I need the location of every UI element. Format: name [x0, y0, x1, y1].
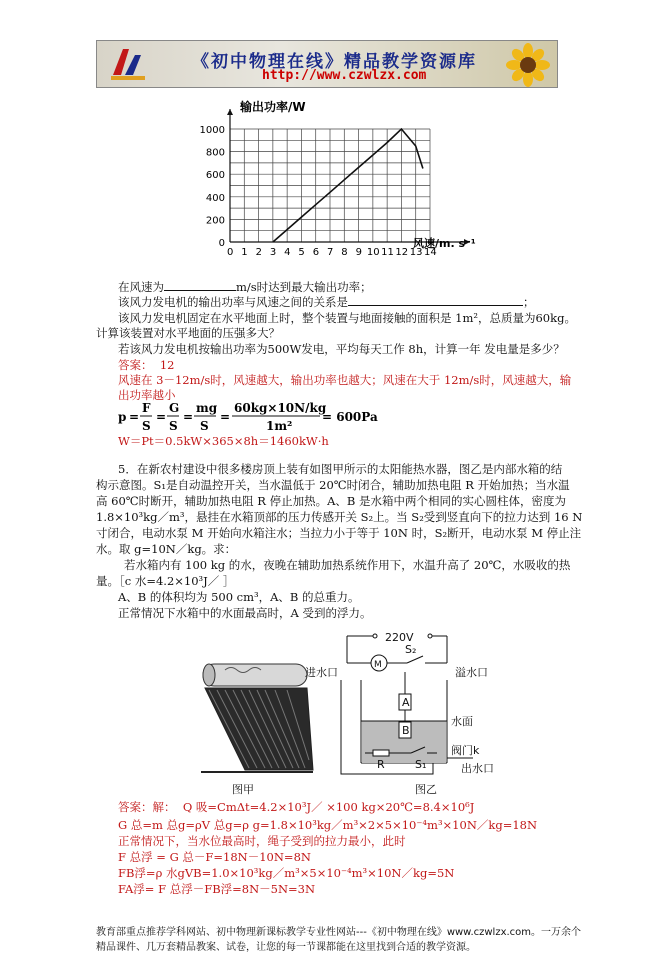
x-tick-label: 1 — [241, 247, 248, 258]
answer-5-label: 答案：解： — [118, 800, 176, 814]
formula-F: F — [142, 401, 151, 415]
answer-5-line3: 正常情况下，当水位最高时，绳子受到的拉力最小，此时 — [118, 834, 406, 848]
problem-5-line5: 寸闭合，电动水泵 M 开始向水箱注水；当拉力小于等于 10N 时，S₂断开，电动水泵 M 停止注 — [96, 526, 582, 540]
answer-5-line2: G 总=m 总g=ρV 总g=ρ g=1.8×10³kg／m³×2×5×10⁻⁴m³×10N／kg=18N — [118, 818, 538, 832]
problem-5-line7: 若水箱内有 100 kg 的水，夜晚在辅助加热系统作用下，水温升高了 20℃，水吸收的热 — [124, 558, 571, 572]
x-tick-label: 14 — [424, 247, 437, 258]
banner-url[interactable]: http://www.czwlzx.com — [262, 68, 427, 83]
problem-5-line2: 构示意图。S₁是自动温控开关，当水温低于 20℃时闭合，辅助加热电阻 R 开始加热；当水温 — [96, 478, 570, 492]
y-tick-label: 1000 — [200, 125, 225, 136]
tank-schematic-figure — [305, 628, 550, 776]
site-banner — [96, 40, 558, 88]
motor-label: M — [374, 660, 382, 670]
heater-resistor — [373, 750, 389, 756]
switch-s2 — [407, 656, 423, 663]
footer-line1: 教育部重点推荐学科网站、初中物理新课标教学专业性网站---《初中物理在线》www.czwlzx.com。一万余个 — [96, 927, 582, 938]
answer-2-line2: 出功率越小 — [118, 388, 176, 402]
power-wind-chart — [200, 95, 500, 275]
problem-5-line1: 5．在新农村建设中很多楼房顶上装有如图甲所示的太阳能热水器，图乙是内部水箱的结 — [118, 462, 563, 476]
formula-S3: S — [200, 419, 209, 433]
x-tick-label: 10 — [366, 247, 380, 258]
figure-jia-caption: 图甲 — [232, 783, 254, 796]
answer-5 — [118, 800, 474, 815]
x-tick-label: 11 — [381, 247, 394, 258]
r-label: R — [377, 758, 385, 771]
answer-2-line1: 风速在 3－12m/s时，风速越大，输出功率也越大；风速在大于 12m/s时，风速越大，输 — [118, 373, 572, 387]
question-2-text: 该风力发电机的输出功率与风速之间的关系是 — [118, 295, 348, 309]
x-tick-label: 7 — [327, 247, 334, 258]
formula-mg: mg — [196, 401, 218, 415]
b-label: B — [402, 724, 410, 737]
x-tick-label: 12 — [395, 247, 409, 258]
y-tick-label: 600 — [205, 170, 225, 182]
surface-label: 水面 — [451, 715, 473, 728]
x-tick-label: 4 — [284, 247, 291, 258]
question-1-tail: m/s时达到最大输出功率； — [236, 280, 372, 294]
x-tick-label: 0 — [227, 247, 234, 258]
svg-text:=: = — [129, 410, 140, 424]
formula-result: = 600Pa — [322, 410, 378, 424]
s2-label: S₂ — [405, 643, 417, 656]
answer-5-line1: Q 吸=CmΔt=4.2×10³J／ ×100 kg×20℃=8.4×10⁶J — [182, 800, 475, 814]
x-tick-label: 3 — [269, 247, 277, 258]
s1-label: S₁ — [415, 758, 427, 771]
formula-numerator: 60kg×10N/kg — [234, 401, 327, 415]
site-logo-icon — [109, 45, 149, 83]
inlet-label: 进水口 — [305, 666, 338, 679]
svg-text:=: = — [156, 410, 167, 424]
x-tick-label: 2 — [255, 247, 262, 258]
page-footer — [96, 925, 582, 955]
overflow-label: 溢水口 — [455, 666, 488, 679]
footer-line2: 精品课件、几万套精品教案、试卷，让您的每一节课都能在这里找到合适的教学资源。 — [96, 942, 476, 953]
answer-5-line5: FB浮=ρ 水gVB=1.0×10³kg／m³×5×10⁻⁴m³×10N／kg=5N — [118, 866, 455, 880]
y-tick-label: 200 — [205, 215, 225, 227]
answer-label: 答案： — [118, 358, 153, 372]
formula-G: G — [169, 401, 180, 415]
answer-energy: W＝Pt＝0.5kW×365×8h＝1460kW·h — [118, 434, 329, 448]
sunflower-icon — [505, 43, 551, 87]
banner-title: 《初中物理在线》精品教学资源库 — [192, 52, 477, 72]
svg-text:=: = — [220, 410, 231, 424]
x-tick-label: 5 — [298, 247, 305, 258]
valve-label: 阀门k — [451, 744, 480, 757]
answer-1 — [118, 358, 174, 373]
problem-5-line6: 水。取 g=10N／kg。求： — [96, 542, 237, 556]
x-tick-label: 8 — [341, 247, 348, 258]
question-1 — [118, 280, 372, 295]
question-3a: 该风力发电机固定在水平地面上时，整个装置与地面接触的面积是 1m²，总质量为60kg。 — [118, 311, 576, 325]
figure-yi-caption: 图乙 — [415, 783, 437, 796]
formula-denominator: 1m² — [266, 419, 293, 433]
question-2-tail: ； — [523, 295, 535, 309]
x-tick-label: 9 — [355, 247, 362, 258]
problem-5-line10: 正常情况下水箱中的水面最高时，A 受到的浮力。 — [118, 606, 372, 620]
formula-p: p — [118, 410, 127, 424]
problem-5-line9: A、B 的体积均为 500 cm³，A、B 的总重力。 — [118, 590, 360, 604]
answer-5-line4: F 总浮 = G 总－F=18N－10N=8N — [118, 850, 311, 864]
chart-y-axis-label: 输出功率/W — [240, 100, 306, 114]
a-label: A — [402, 696, 410, 709]
question-1-text: 在风速为 — [118, 280, 164, 294]
svg-text:=: = — [183, 410, 194, 424]
pressure-formula — [118, 400, 378, 434]
y-tick-label: 400 — [205, 192, 225, 204]
problem-5-line8: 量。［c 水=4.2×10³J／ ］ — [96, 574, 235, 588]
y-tick-label: 0 — [218, 238, 225, 249]
answer-blank-2[interactable] — [348, 295, 523, 306]
outlet-label: 出水口 — [461, 762, 494, 775]
chart-x-axis-label: 风速/m. s⁻¹ — [413, 237, 476, 250]
voltage-label: 220V — [385, 631, 414, 644]
question-2 — [118, 295, 535, 310]
y-axis-arrow-icon — [227, 109, 233, 115]
x-tick-label: 13 — [409, 247, 423, 258]
y-tick-label: 800 — [205, 147, 225, 159]
problem-5-line4: 1.8×10³kg／m³，悬挂在水箱顶部的压力传感开关 S₂上。当 S₂受到竖直向下的拉力达到 16 N — [96, 510, 583, 524]
answer-5-line6: FA浮= F 总浮－FB浮=8N－5N=3N — [118, 882, 316, 896]
question-3b: 计算该装置对水平地面的压强多大？ — [96, 326, 280, 340]
problem-5-line3: 高 60℃时断开，辅助加热电阻 R 停止加热。A、B 是水箱中两个相同的实心圆柱体，密度为 — [96, 494, 567, 508]
solar-tank — [203, 664, 307, 686]
answer-1-value: 12 — [159, 358, 175, 372]
formula-S2: S — [169, 419, 178, 433]
formula-S1: S — [142, 419, 151, 433]
answer-blank-1[interactable] — [164, 280, 236, 291]
question-4: 若该风力发电机按输出功率为500W发电，平均每天工作 8h，计算一年 发电量是多少？ — [118, 342, 565, 356]
x-tick-label: 6 — [312, 247, 320, 258]
solar-heater-figure — [195, 660, 315, 775]
